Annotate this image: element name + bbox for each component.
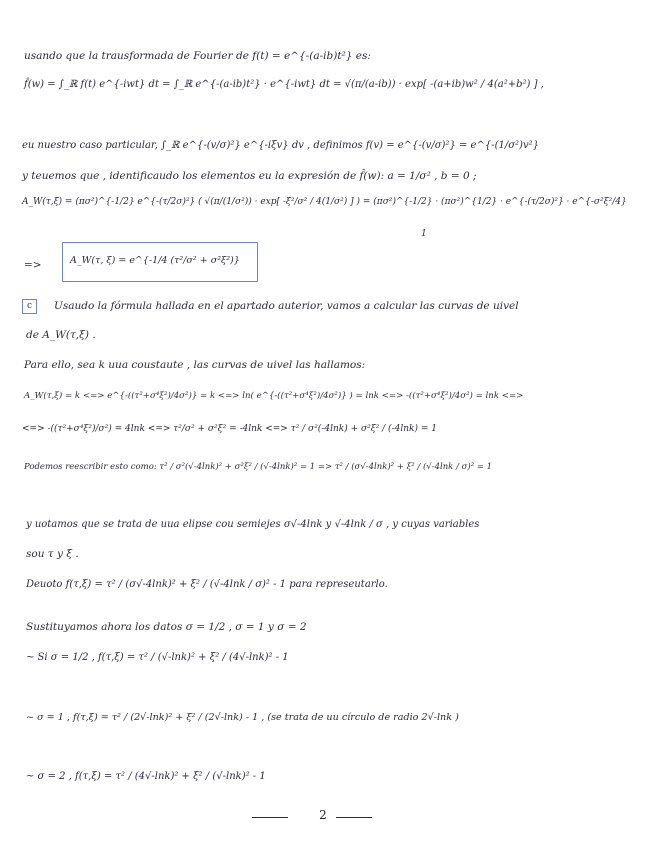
formula-level-curves-1: A_W(τ,ξ) = k <=> e^{-((τ²+σ⁴ξ²)/4σ²)} = k <=> ln( e^{-((τ²+σ⁴ξ²)/4σ²)} ) = lnk <=> -((τ²+σ⁴ξ²)/4σ²) = lnk <=> (24, 391, 524, 401)
formula-sigma-half: ~ Si σ = 1/2 , f(τ,ξ) = τ² / (√-lnk)² + ξ² / (4√-lnk)² - 1 (26, 652, 289, 663)
text-line-section-c: Usaudo la fórmula hallada en el apartado auterior, vamos a calcular las curvas de uivel (54, 300, 519, 312)
formula-rewrite-ellipse: Podemos reescribir esto como: τ² / σ²(√-4lnk)² + σ²ξ² / (√-4lnk)² = 1 => τ² / (σ√-4lnk)² + ξ² / (√-4lnk / σ)² = 1 (24, 462, 493, 472)
text-line-variables: sou τ y ξ . (26, 548, 79, 560)
text-line-fourier-intro: usando que la trausformada de Fourier de f(t) = e^{-(a-ib)t²} es: (24, 50, 371, 62)
underbrace-value: 1 (421, 229, 427, 239)
page-number-dash-right (336, 817, 372, 818)
text-line-ellipse-semiaxes: y uotamos que se trata de uua elipse cou semiejes σ√-4lnk y √-4lnk / σ , y cuyas variables (26, 519, 480, 530)
formula-sigma-two: ~ σ = 2 , f(τ,ξ) = τ² / (4√-lnk)² + ξ² / (√-lnk)² - 1 (26, 771, 266, 782)
text-line-aw-ref: de A_W(τ,ξ) . (26, 329, 96, 341)
formula-level-curves-2: <=> -((τ²+σ⁴ξ²)/σ²) = 4lnk <=> τ²/σ² + σ²ξ² = -4lnk <=> τ² / σ²(-4lnk) + σ²ξ² / (-4lnk) = 1 (22, 424, 437, 434)
formula-fourier-transform: f̂(w) = ∫_ℝ f(t) e^{-iwt} dt = ∫_ℝ e^{-(a-ib)t²} · e^{-iwt} dt = √(π/(a-ib)) · exp[ -(a+ib)w² / 4(a²+b²) ] , (24, 79, 544, 90)
text-line-constant-k: Para ello, sea k uua coustaute , las curvas de uivel las hallamos: (24, 359, 366, 371)
text-line-identify-elements: y teuemos que , identificaudo los elementos eu la expresión de f̂(w): a = 1/σ² , b = 0 ; (22, 170, 477, 182)
implies-arrow: => (24, 259, 42, 271)
section-tag-c: c (22, 299, 37, 314)
text-line-particular-case: eu nuestro caso particular, ∫_ℝ e^{-(v/σ)²} e^{-iξv} dv , definimos f(v) = e^{-(v/σ)²} = e^{-(1/σ²)v²} (22, 140, 539, 151)
formula-aw-derivation: A_W(τ,ξ) = (πσ²)^{-1/2} e^{-(τ/2σ)²} ( √(π/(1/σ²)) · exp[ -ξ²/σ² / 4(1/σ²) ] ) = (πσ²)^{-1/2} · (πσ²)^{1/2} · e^{-(τ/2σ)²} · e^{-σ²ξ²/4} (22, 197, 627, 207)
text-line-substitute-data: Sustituyamos ahora los datos σ = 1/2 , σ = 1 y σ = 2 (26, 621, 307, 633)
formula-sigma-one: ~ σ = 1 , f(τ,ξ) = τ² / (2√-lnk)² + ξ² / (2√-lnk) - 1 , (se trata de uu círculo de radio 2√-lnk ) (26, 712, 459, 723)
formula-aw-result: A_W(τ, ξ) = e^{-1/4 (τ²/σ² + σ²ξ²)} (70, 255, 240, 266)
formula-f-definition: Deuoto f(τ,ξ) = τ² / (σ√-4lnk)² + ξ² / (√-4lnk / σ)² - 1 para represeutarlo. (26, 579, 388, 590)
page-number: 2 (319, 808, 327, 822)
